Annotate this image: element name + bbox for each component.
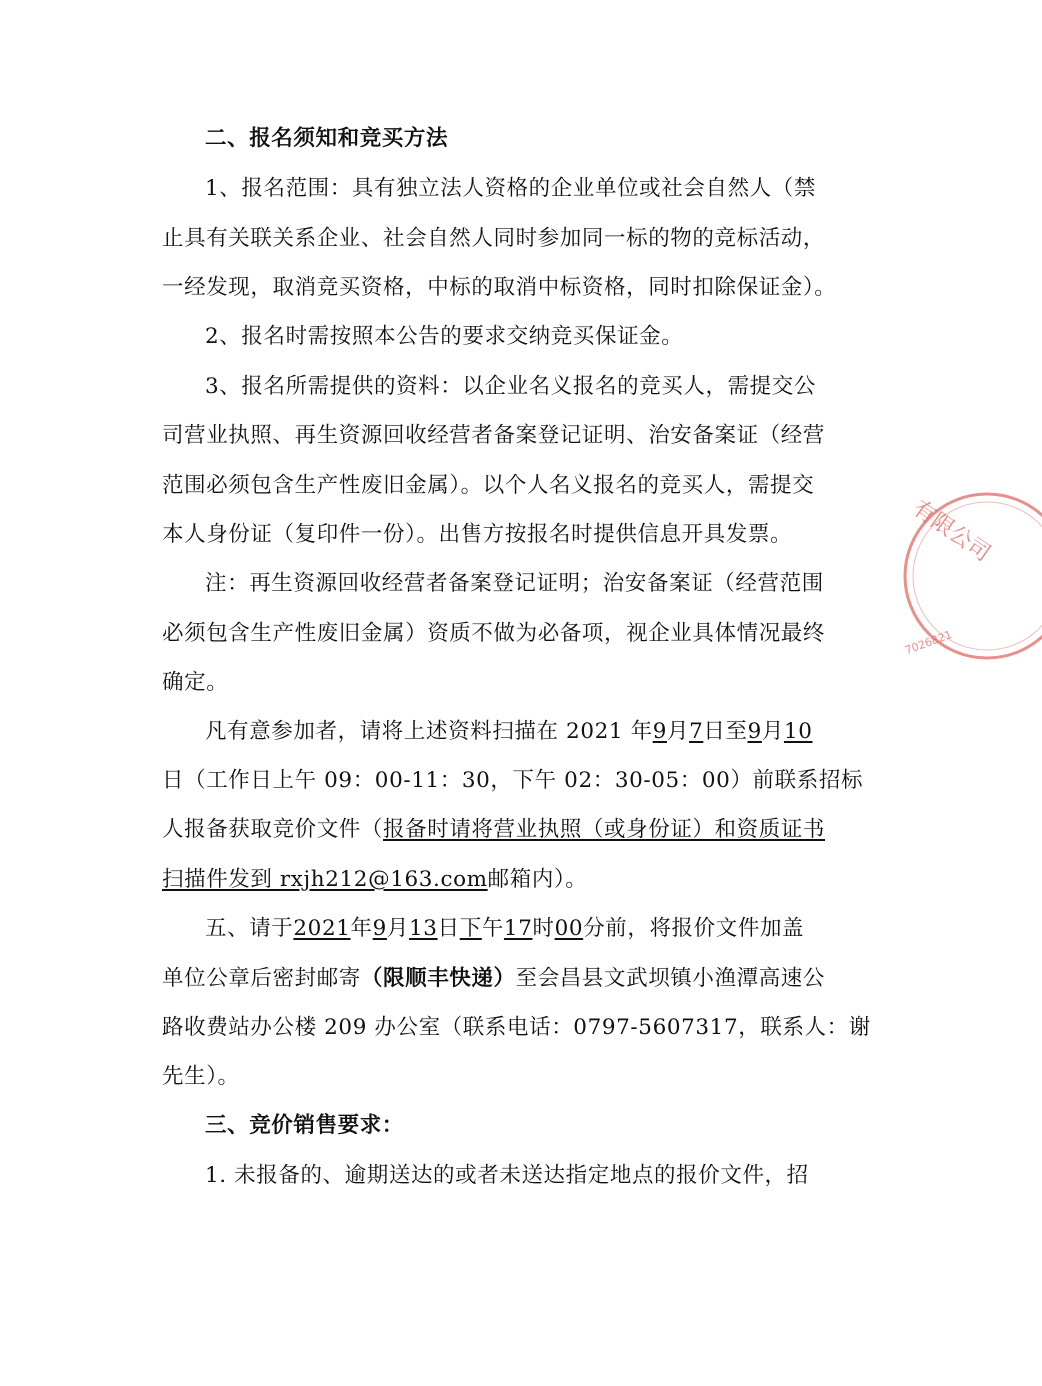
paragraph-line: 先生）。: [162, 1064, 240, 1089]
deadline-hour: 17: [503, 916, 533, 941]
text-run: 至会昌县文武坝镇小渔潭高速公: [515, 966, 826, 991]
paragraph-line: 范围必须包含生产性废旧金属）。以个人名义报名的竞买人，需提交: [162, 473, 815, 498]
deadline-minute: 00: [554, 916, 584, 941]
text-run: 月: [386, 916, 410, 941]
text-run: 日至: [703, 719, 748, 744]
paragraph-line: 止具有关联关系企业、社会自然人同时参加同一标的物的竞标活动，: [162, 226, 826, 251]
paragraph-line: 2、报名时需按照本公告的要求交纳竞买保证金。: [205, 324, 684, 349]
text-run: 单位公章后密封邮寄: [162, 966, 361, 991]
paragraph-line: 1、报名范围：具有独立法人资格的企业单位或社会自然人（禁: [205, 176, 816, 201]
deadline-day: 13: [409, 916, 438, 941]
paragraph-line: 司营业执照、再生资源回收经营者备案登记证明、治安备案证（经营: [162, 423, 826, 448]
text-run: 日: [437, 916, 460, 941]
deadline-month: 9: [372, 916, 387, 941]
paragraph-line: [162, 865, 587, 895]
note-line: 注：再生资源回收经营者备案登记证明；治安备案证（经营范围: [205, 571, 824, 596]
paragraph-line: 日（工作日上午 09：00-11：30，下午 02：30-05：00）前联系招标: [162, 768, 864, 793]
text-run: 月: [761, 719, 784, 744]
paragraph-line: [205, 914, 804, 944]
paragraph-line: [162, 964, 825, 994]
text-run: 月: [666, 719, 690, 744]
deadline-pm: 下: [459, 916, 482, 941]
section-heading-3: 三、竞价销售要求：: [205, 1113, 404, 1138]
text-run: 邮箱内）。: [487, 867, 588, 892]
section-heading-2: 二、报名须知和竞买方法: [205, 126, 449, 151]
note-line: 必须包含生产性废旧金属）资质不做为必备项，视企业具体情况最终: [162, 621, 826, 646]
text-run: 凡有意参加者，请将上述资料扫描在 2021 年: [205, 719, 653, 744]
paragraph-line: 本人身份证（复印件一份）。出售方按报名时提供信息开具发票。: [162, 522, 793, 547]
date-month: 9: [747, 719, 762, 744]
paragraph-line: 路收费站办公楼 209 办公室（联系电话：0797-5607317，联系人：谢: [162, 1015, 871, 1040]
company-seal-icon: [892, 488, 1042, 663]
paragraph-line: [205, 717, 813, 747]
text-run: 时: [532, 916, 555, 941]
text-run: 年: [350, 916, 373, 941]
seal-number: 7026821: [903, 628, 954, 658]
text-run: 午: [481, 916, 504, 941]
date-day: 10: [783, 719, 813, 744]
underlined-text: 报备时请将营业执照（或身份证）和资质证书: [383, 817, 826, 842]
seal-text: 有限公司: [908, 495, 995, 567]
text-run: 人报备获取竞价文件（: [162, 817, 384, 842]
deadline-year: 2021: [293, 916, 351, 941]
email-text: 扫描件发到 rxjh212@163.com: [162, 867, 488, 892]
paragraph-line: [162, 815, 825, 845]
note-line: 确定。: [162, 670, 229, 695]
date-day: 7: [689, 719, 704, 744]
paragraph-line: 3、报名所需提供的资料：以企业名义报名的竞买人，需提交公: [205, 374, 816, 399]
bold-text: （限顺丰快递）: [360, 966, 516, 991]
text-run: 五、请于: [205, 916, 294, 941]
date-month: 9: [652, 719, 667, 744]
text-run: 分前，将报价文件加盖: [583, 916, 805, 941]
paragraph-line: 1. 未报备的、逾期送达的或者未送达指定地点的报价文件，招: [205, 1163, 809, 1188]
paragraph-line: 一经发现，取消竞买资格，中标的取消中标资格，同时扣除保证金）。: [162, 275, 837, 300]
